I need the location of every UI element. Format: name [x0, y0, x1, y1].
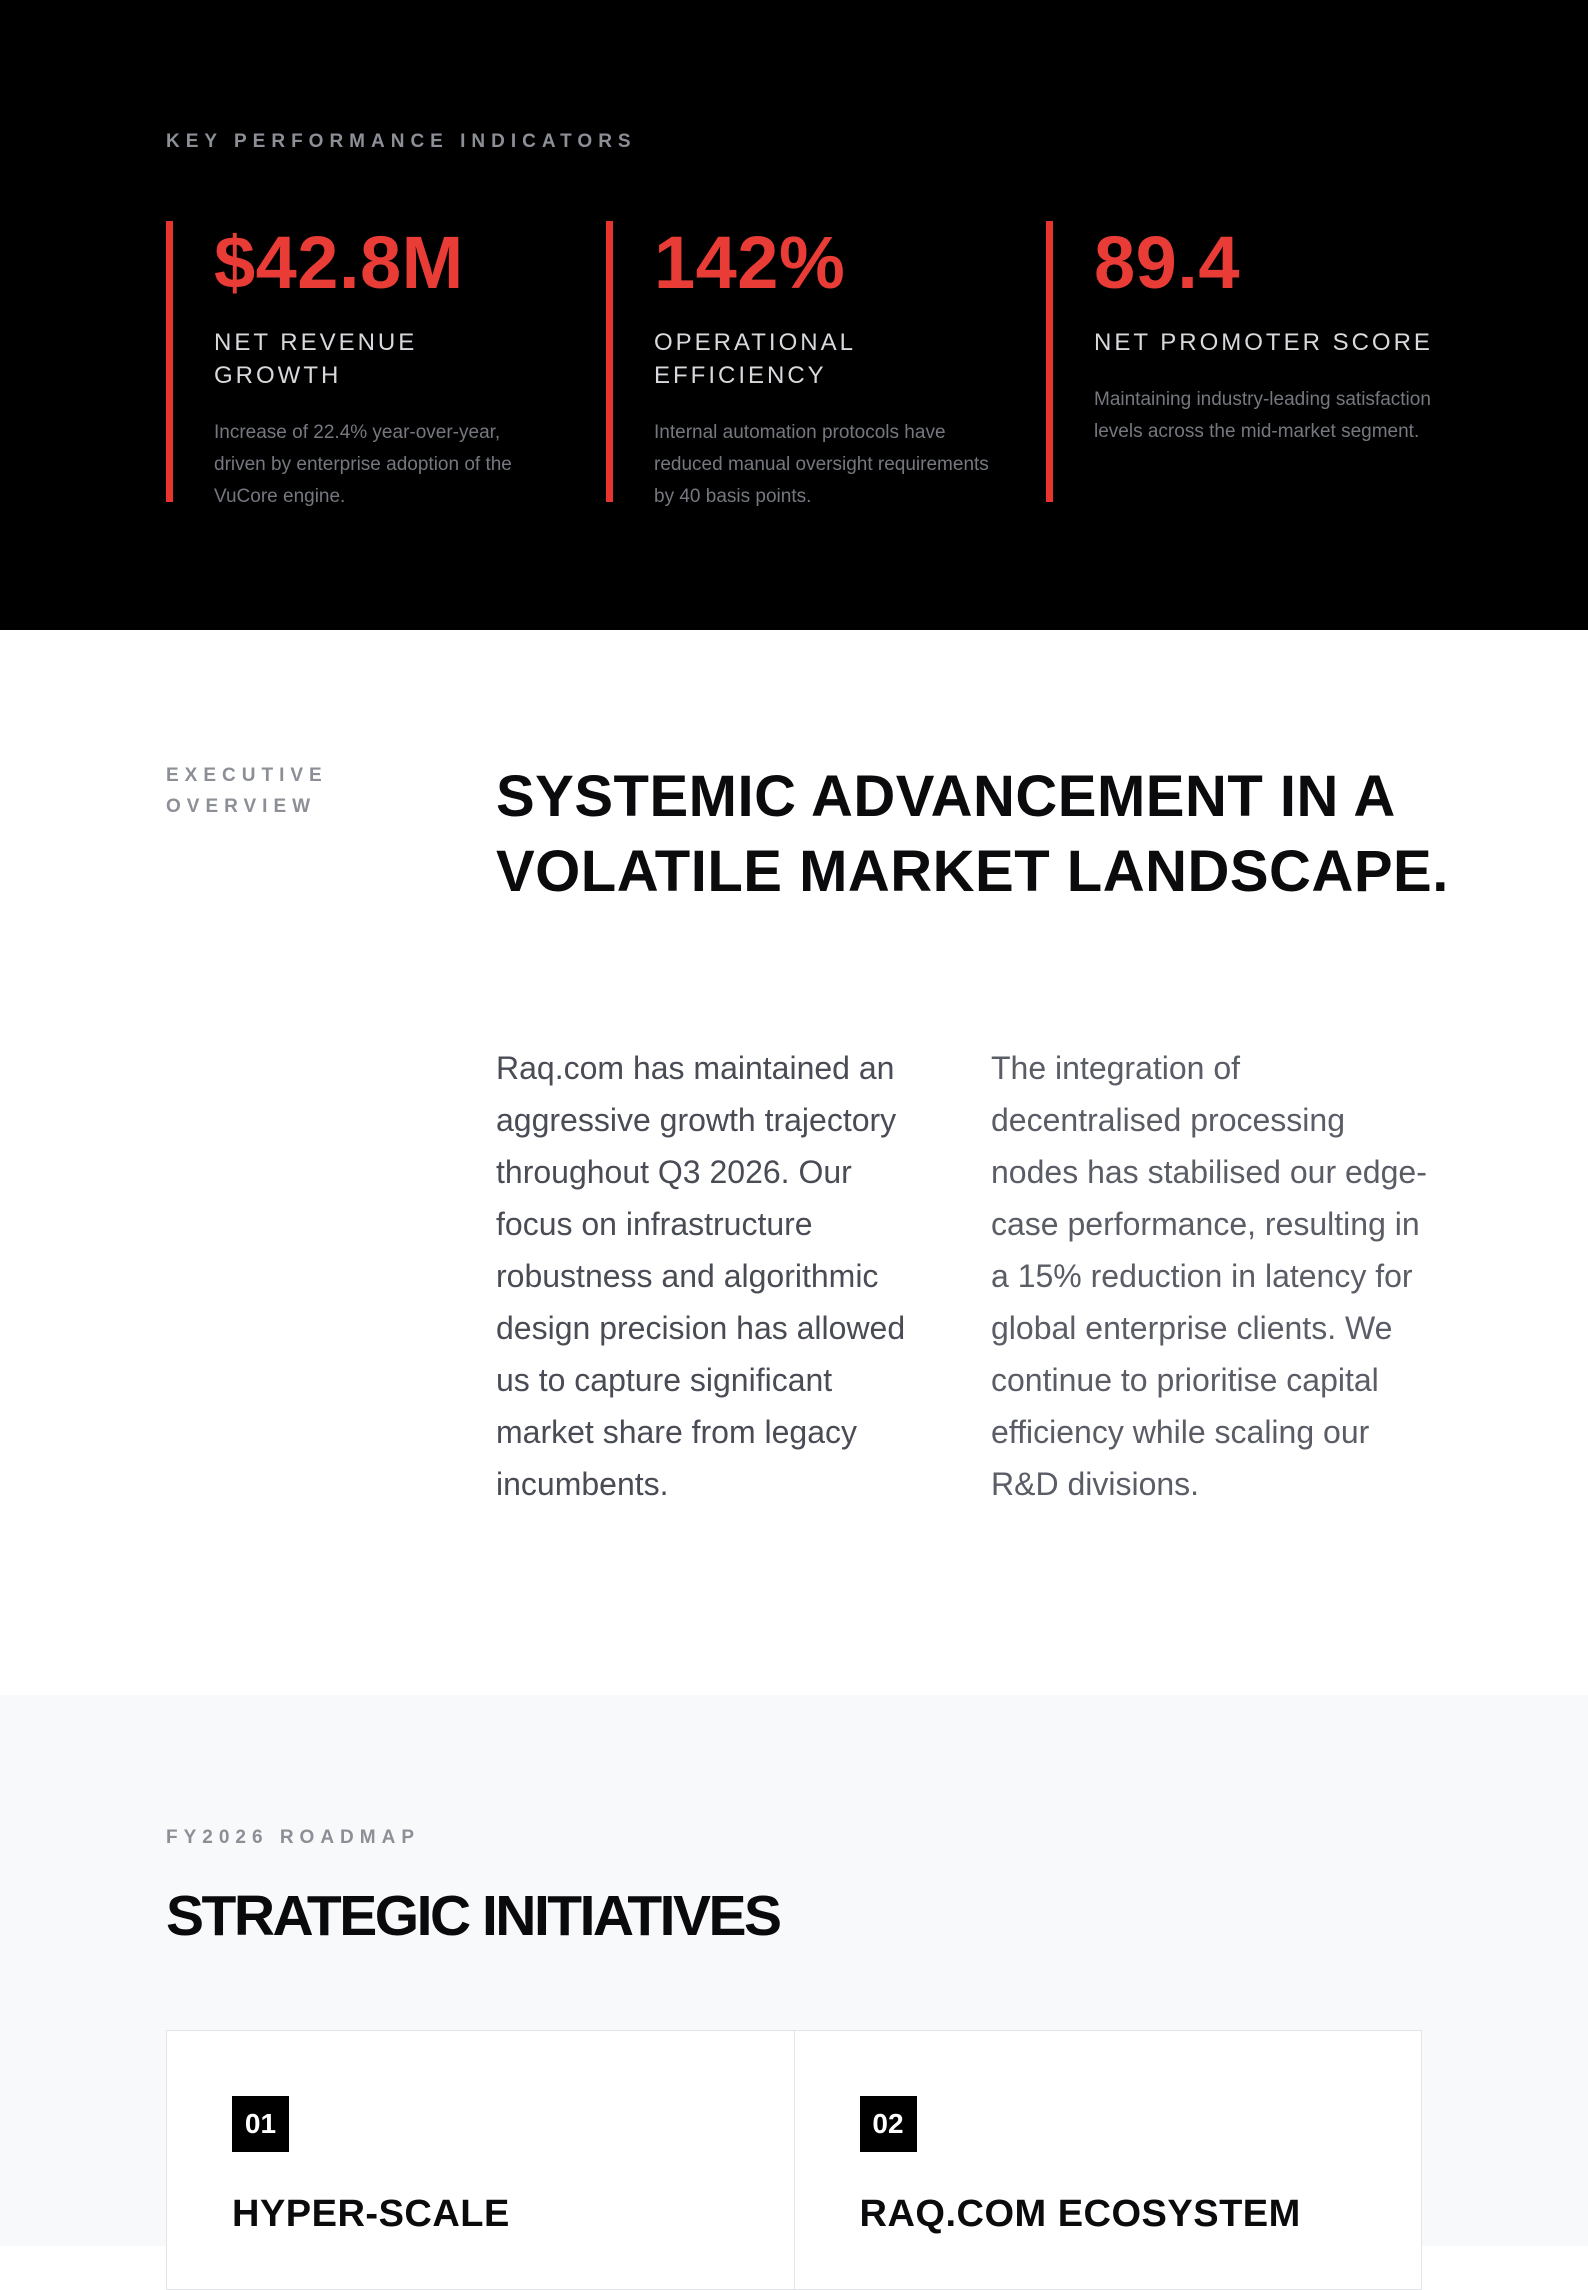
initiative-number-badge: 01	[232, 2096, 289, 2152]
executive-overview-title: SYSTEMIC ADVANCEMENT IN A VOLATILE MARKET LANDSCAPE.	[496, 764, 1449, 904]
kpi-label: NET REVENUE GROWTH	[214, 329, 418, 389]
kpi-card-nps	[1046, 221, 1436, 502]
initiative-cards	[166, 2030, 1422, 2290]
roadmap-eyebrow: FY2026 ROADMAP	[166, 1827, 420, 1848]
initiative-number-badge: 02	[860, 2096, 917, 2152]
kpi-card-revenue	[166, 221, 546, 507]
kpi-section	[0, 0, 1588, 630]
kpi-label: NET PROMOTER SCORE	[1094, 329, 1433, 356]
executive-overview-section	[0, 630, 1588, 1695]
kpi-value: 89.4	[1094, 221, 1241, 304]
kpi-eyebrow: KEY PERFORMANCE INDICATORS	[166, 131, 637, 152]
kpi-description: Increase of 22.4% year-over-year, driven by enterprise adoption of the VuCore engine.	[214, 422, 512, 507]
kpi-value: 142%	[654, 221, 846, 304]
roadmap-title: STRATEGIC INITIATIVES	[166, 1884, 780, 1948]
roadmap-section	[0, 1695, 1588, 2246]
kpi-label: OPERATIONAL EFFICIENCY	[654, 329, 856, 389]
initiative-card	[167, 2031, 794, 2289]
kpi-description: Maintaining industry-leading satisfaction levels across the mid-market segment.	[1094, 389, 1431, 442]
kpi-card-efficiency	[606, 221, 989, 507]
initiative-title: HYPER-SCALE	[232, 2193, 510, 2235]
executive-overview-paragraph-left: Raq.com has maintained an aggressive growth trajectory throughout Q3 2026. Our focus on infrastructure robustness and algorithmic design precision has allowed us to capture significant market share from legacy incumbents.	[496, 1050, 906, 1502]
initiative-title: RAQ.COM ECOSYSTEM	[859, 2193, 1301, 2235]
kpi-description: Internal automation protocols have reduced manual oversight requirements by 40 basis points.	[654, 422, 989, 507]
initiative-card	[794, 2031, 1422, 2289]
kpi-value: $42.8M	[214, 221, 464, 304]
executive-overview-paragraph-right: The integration of decentralised processing nodes has stabilised our edge-case performance, resulting in a 15% reduction in latency for global enterprise clients. We continue to prioritise capital efficiency while scaling our R&D divisions.	[991, 1050, 1427, 1502]
executive-overview-eyebrow: EXECUTIVE OVERVIEW	[166, 765, 328, 817]
